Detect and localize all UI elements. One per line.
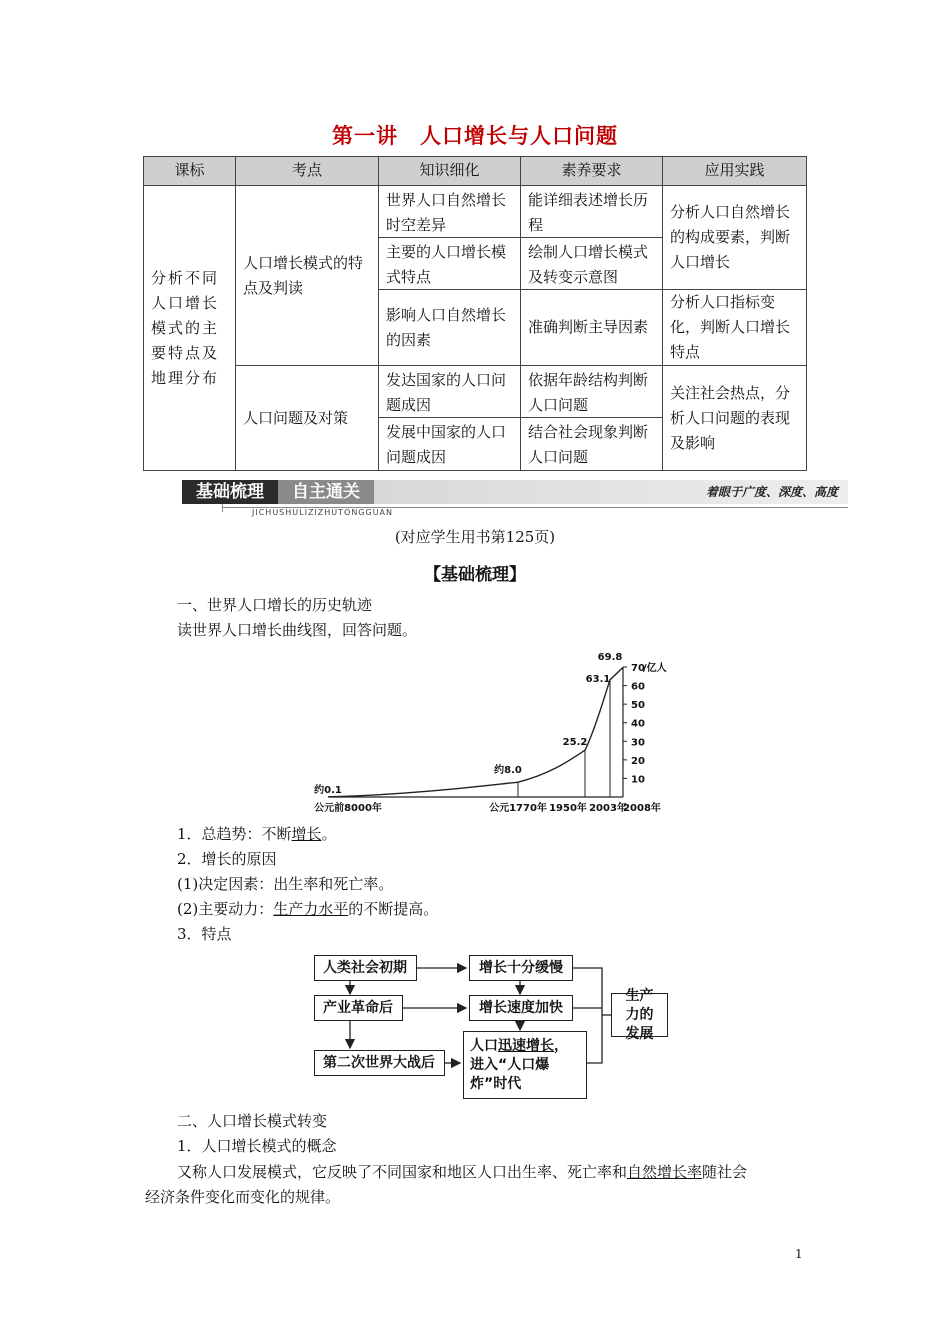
literacy-cell-3 bbox=[520, 289, 663, 366]
population-boom-box bbox=[463, 1031, 587, 1099]
x-tick-label: 公元前8000年 bbox=[314, 803, 382, 814]
definition-line-1 bbox=[177, 1161, 747, 1183]
y-tick-label: 70 bbox=[631, 663, 645, 674]
knowledge-cell-1: 世界人口自然增长时空差异 bbox=[378, 185, 521, 238]
knowledge-cell-2: 主要的人口增长模式特点 bbox=[378, 237, 521, 290]
driving-label: (2)主要动力： bbox=[177, 900, 274, 918]
banner-subtitle: 自主通关 bbox=[278, 480, 374, 504]
concept-heading: 1．人口增长模式的概念 bbox=[177, 1137, 337, 1155]
y-tick-label: 60 bbox=[631, 681, 645, 693]
x-tick-label: 2003年 bbox=[589, 803, 627, 814]
curriculum-cell bbox=[143, 185, 236, 471]
knowledge-cell-4: 发达国家的人口问题成因 bbox=[378, 365, 521, 418]
practice-cell-2 bbox=[662, 289, 807, 366]
topic-text-2: 人口问题及对策 bbox=[243, 408, 349, 427]
page-number: 1 bbox=[795, 1247, 803, 1261]
section-banner bbox=[182, 478, 848, 518]
header-knowledge: 知识细化 bbox=[378, 156, 521, 186]
boom-answer: 迅速增长 bbox=[498, 1037, 554, 1054]
trend-label: 1．总趋势：不断 bbox=[177, 825, 292, 843]
banner-note: 着眼于广度、深度、高度 bbox=[705, 485, 838, 499]
topic-cell-2 bbox=[235, 365, 379, 471]
reference-note: (对应学生用书第125页) bbox=[394, 528, 556, 546]
population-chart bbox=[290, 645, 710, 820]
banner-divider-tick bbox=[222, 504, 223, 512]
stage-early-box bbox=[314, 955, 417, 981]
trend-end: 。 bbox=[321, 825, 337, 843]
stage-postwar-box bbox=[314, 1050, 445, 1076]
y-tick-label: 30 bbox=[631, 737, 645, 749]
point-label: 69.8 bbox=[597, 652, 623, 663]
header-topic: 考点 bbox=[235, 156, 379, 186]
growth-faster-box bbox=[469, 995, 573, 1021]
y-tick-label: 20 bbox=[631, 755, 645, 767]
driving-answer: 生产力水平 bbox=[273, 900, 349, 918]
productivity-box bbox=[611, 987, 668, 1042]
point-label: 约8.0 bbox=[494, 765, 522, 776]
literacy-cell-4: 依据年龄结构判断人口问题 bbox=[520, 365, 663, 418]
productivity-text: 生产力的发展 bbox=[625, 987, 654, 1042]
y-tick-label: 40 bbox=[631, 718, 645, 730]
practice-cell-1 bbox=[662, 185, 807, 290]
y-axis-unit: /亿人 bbox=[643, 663, 667, 674]
page-title: 第一讲 人口增长与人口问题 bbox=[332, 124, 618, 148]
point-label: 25.2 bbox=[562, 737, 588, 748]
knowledge-cell-5: 发展中国家的人口问题成因 bbox=[378, 417, 521, 471]
practice-cell-3 bbox=[662, 365, 807, 471]
part2-heading: 二、人口增长模式转变 bbox=[177, 1112, 328, 1130]
growth-slow-box bbox=[469, 955, 573, 981]
overview-table bbox=[143, 156, 807, 471]
item-features: 3．特点 bbox=[177, 925, 232, 943]
literacy-cell-5: 结合社会现象判断人口问题 bbox=[520, 417, 663, 471]
boom-post: ，进入“人口爆炸”时代 bbox=[470, 1037, 568, 1092]
header-literacy: 素养要求 bbox=[520, 156, 663, 186]
literacy-text-3: 准确判断主导因素 bbox=[528, 318, 649, 336]
point-label: 63.1 bbox=[585, 674, 611, 685]
definition-post: 随社会 bbox=[702, 1163, 748, 1181]
curriculum-text: 分析不同人口增长模式的主要特点及地理分布 bbox=[151, 268, 220, 387]
stage-postwar-text: 第二次世界大战后 bbox=[323, 1054, 435, 1071]
driving-end: 的不断提高。 bbox=[348, 900, 439, 918]
header-curriculum: 课标 bbox=[143, 156, 236, 186]
x-tick-label: 2008年 bbox=[623, 803, 661, 814]
literacy-cell-1: 能详细表述增长历程 bbox=[520, 185, 663, 238]
knowledge-cell-3 bbox=[378, 289, 521, 366]
definition-line-2: 经济条件变化而变化的规律。 bbox=[145, 1188, 341, 1206]
section-label: 【基础梳理】 bbox=[424, 565, 526, 585]
practice-text-1: 分析人口自然增长的构成要素，判断人口增长 bbox=[670, 203, 791, 271]
boom-text bbox=[470, 1037, 580, 1094]
banner-pinyin: JICHUSHULIZIZHUTONGGUAN bbox=[252, 508, 394, 517]
definition-pre: 又称人口发展模式，它反映了不同国家和地区人口出生率、死亡率和 bbox=[177, 1163, 628, 1181]
practice-text-2: 分析人口指标变化，判断人口增长特点 bbox=[670, 293, 791, 361]
practice-text-3: 关注社会热点，分析人口问题的表现及影响 bbox=[670, 383, 791, 452]
topic-text-1: 人口增长模式的特点及判读 bbox=[243, 253, 364, 297]
part1-heading: 一、世界人口增长的历史轨迹 bbox=[177, 596, 373, 614]
y-tick-label: 10 bbox=[631, 774, 645, 786]
population-curve bbox=[328, 667, 623, 796]
stage-industrial-box bbox=[314, 995, 403, 1021]
part1-instruction: 读世界人口增长曲线图，回答问题。 bbox=[177, 621, 418, 639]
item-trend bbox=[177, 823, 337, 845]
growth-slow-text: 增长十分缓慢 bbox=[479, 959, 563, 976]
item-reason-heading: 2．增长的原因 bbox=[177, 850, 277, 868]
header-practice: 应用实践 bbox=[662, 156, 807, 186]
y-tick-label: 50 bbox=[631, 700, 645, 712]
x-tick-label: 公元1770年 bbox=[489, 803, 547, 814]
growth-faster-text: 增长速度加快 bbox=[479, 999, 563, 1016]
knowledge-text-3: 影响人口自然增长的因素 bbox=[386, 305, 507, 349]
stage-industrial-text: 产业革命后 bbox=[323, 999, 393, 1016]
definition-answer: 自然增长率 bbox=[627, 1163, 703, 1181]
stage-early-text: 人类社会初期 bbox=[323, 959, 407, 976]
x-tick-label: 1950年 bbox=[549, 803, 587, 814]
trend-answer: 增长 bbox=[291, 825, 322, 843]
boom-pre: 人口 bbox=[470, 1037, 498, 1054]
item-driving bbox=[177, 898, 438, 920]
point-label: 约0.1 bbox=[314, 785, 342, 796]
banner-title: 基础梳理 bbox=[182, 480, 278, 504]
item-decisive: (1)决定因素：出生率和死亡率。 bbox=[177, 875, 394, 893]
literacy-cell-2: 绘制人口增长模式及转变示意图 bbox=[520, 237, 663, 290]
topic-cell-1 bbox=[235, 185, 379, 366]
